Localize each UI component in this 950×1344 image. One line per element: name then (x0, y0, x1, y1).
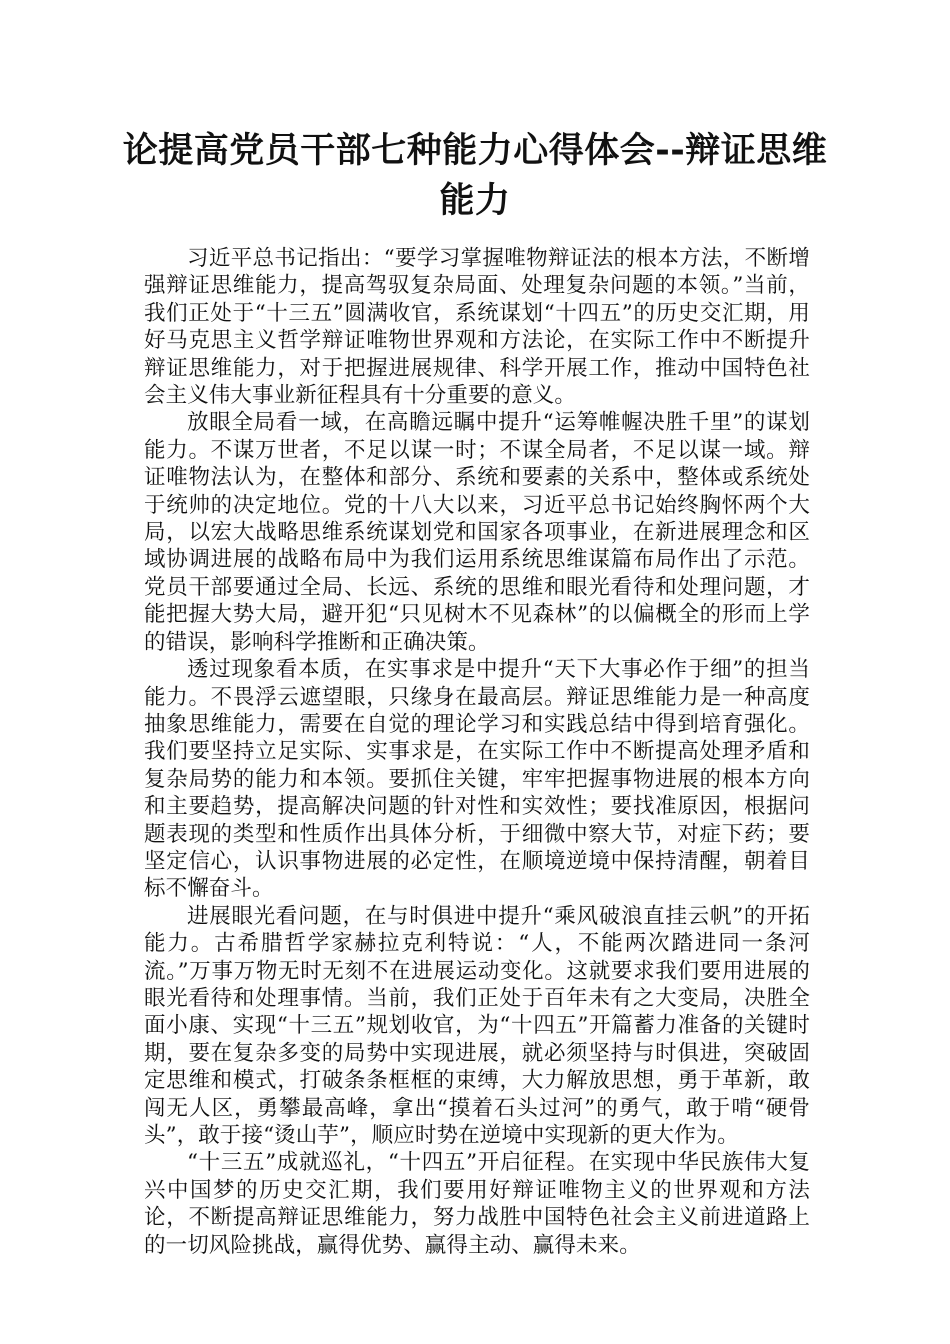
paragraph-1: 习近平总书记指出：“要学习掌握唯物辩证法的根本方法，不断增强辩证思维能力，提高驾驭复杂局面、处理复杂问题的本领。”当前，我们正处于“十三五”圆满收官，系统谋划“十四五”的历史交汇期，用好马克思主义哲学辩证唯物世界观和方法论，在实际工作中不断提升辩证思维能力，对于把握进展规律、科学开展工作，推动中国特色社会主义伟大事业新征程具有十分重要的意义。 (144, 246, 810, 409)
document-title: 论提高党员干部七种能力心得体会--辩证思维能力 (122, 131, 828, 221)
paragraph-3: 透过现象看本质，在实事求是中提升“天下大事必作于细”的担当能力。不畏浮云遮望眼，只缘身在最高层。辩证思维能力是一种高度抽象思维能力，需要在自觉的理论学习和实践总结中得到培育强化。我们要坚持立足实际、实事求是，在实际工作中不断提高处理矛盾和复杂局势的能力和本领。要抓住关键，牢牢把握事物进展的根本方向和主要趋势，提高解决问题的针对性和实效性；要找准原因，根据问题表现的类型和性质作出具体分析，于细微中察大节，对症下药；要坚定信心，认识事物进展的必定性，在顺境逆境中保持清醒，朝着目标不懈奋斗。 (144, 657, 810, 902)
paragraph-4: 进展眼光看问题，在与时俱进中提升“乘风破浪直挂云帆”的开拓能力。古希腊哲学家赫拉克利特说：“人，不能两次踏进同一条河流。”万事万物无时无刻不在进展运动变化。这就要求我们要用进展的眼光看待和处理事情。当前，我们正处于百年未有之大变局，决胜全面小康、实现“十三五”规划收官，为“十四五”开篇蓄力准备的关键时期，要在复杂多变的局势中实现进展，就必须坚持与时俱进，突破固定思维和模式，打破条条框框的束缚，大力解放思想，勇于革新，敢闯无人区，勇攀最高峰，拿出“摸着石头过河”的勇气，敢于啃“硬骨头”，敢于接“烫山芋”，顺应时势在逆境中实现新的更大作为。 (144, 903, 810, 1148)
document-body (144, 245, 810, 1259)
paragraph-2: 放眼全局看一域，在高瞻远瞩中提升“运筹帷幄决胜千里”的谋划能力。不谋万世者，不足以谋一时；不谋全局者，不足以谋一域。辩证唯物法认为，在整体和部分、系统和要素的关系中，整体或系统处于统帅的决定地位。党的十八大以来，习近平总书记始终胸怀两个大局，以宏大战略思维系统谋划党和国家各项事业，在新进展理念和区域协调进展的战略布局中为我们运用系统思维谋篇布局作出了示范。党员干部要通过全局、长远、系统的思维和眼光看待和处理问题，才能把握大势大局，避开犯“只见树木不见森林”的以偏概全的形而上学的错误，影响科学推断和正确决策。 (144, 410, 810, 655)
paragraph-5: “十三五”成就巡礼，“十四五”开启征程。在实现中华民族伟大复兴中国梦的历史交汇期，我们要用好辩证唯物主义的世界观和方法论，不断提高辩证思维能力，努力战胜中国特色社会主义前进道路上的一切风险挑战，赢得优势、赢得主动、赢得未来。 (144, 1150, 810, 1258)
